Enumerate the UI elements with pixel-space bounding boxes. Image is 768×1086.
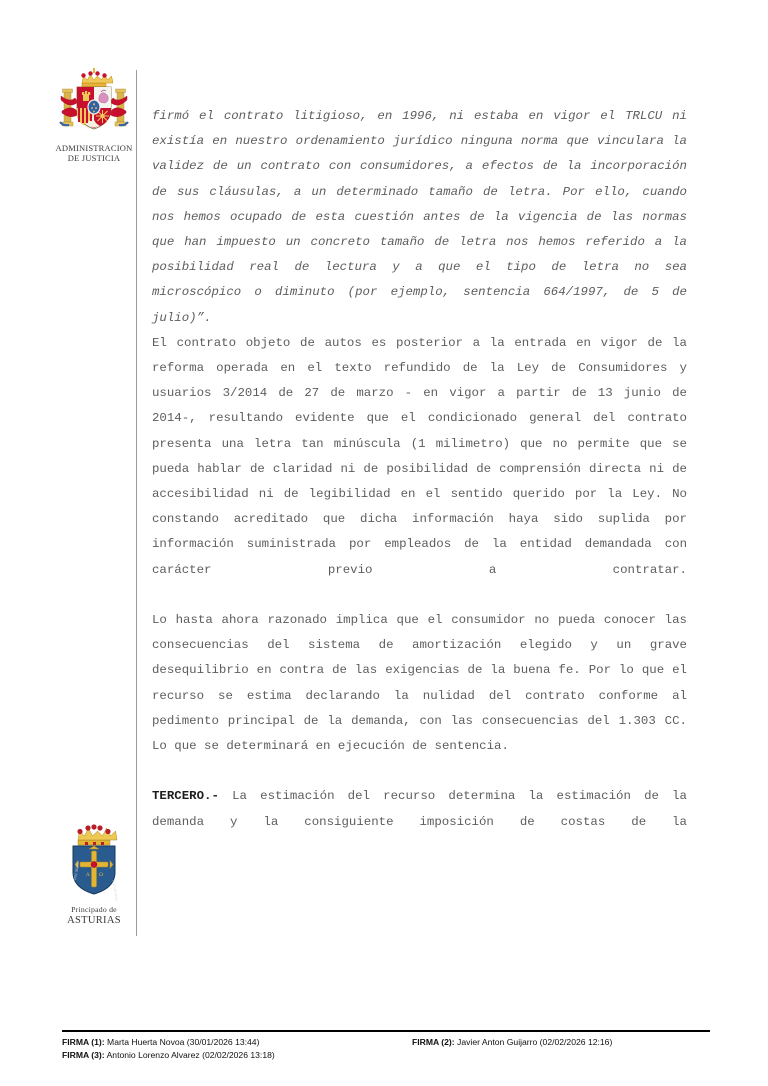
svg-text:TUETUR PIUS: TUETUR PIUS xyxy=(111,879,119,901)
signature-2-value: Javier Anton Guijarro (02/02/2026 12:16) xyxy=(454,1037,613,1047)
emblem-caption-justicia xyxy=(48,144,140,164)
emblem-caption-line2: DE JUSTICIA xyxy=(67,152,121,163)
left-margin-rule xyxy=(136,70,137,936)
signature-footer xyxy=(62,1030,710,1062)
paragraph-tercero-lead: TERCERO.- xyxy=(152,789,219,804)
signature-3-label: FIRMA (3): xyxy=(62,1050,105,1060)
emblem-caption-line2: ASTURIAS xyxy=(67,914,121,926)
signature-1-value: Marta Huerta Novoa (30/01/2026 13:44) xyxy=(104,1037,260,1047)
svg-text:Ω: Ω xyxy=(99,872,104,878)
paragraph-quote-continuation: firmó el contrato litigioso, en 1996, ni estaba en vigor el TRLCU ni existía en nuestro ordenamiento jurídico ninguna norma que vinculara la validez de un contrato con consumidores, a efectos de la incorporación de sus cláusulas, a un determinado tamaño de letra. Por ello, cuando nos hemos ocupado de esta cuestión antes de la vigencia de las normas que han impuesto un concreto tamaño de letra nos hemos referido a la posibilidad real de lectura y a que el tipo de letra no sea microscópico o diminuto (por ejemplo, sentencia 664/1997, de 5 de julio)”. xyxy=(152,109,687,325)
signature-1 xyxy=(62,1036,259,1049)
emblem-caption-line1: Principado de xyxy=(71,905,117,914)
svg-text:HOC SIGNO: HOC SIGNO xyxy=(73,861,81,881)
emblem-caption-asturias xyxy=(48,906,140,927)
signature-row xyxy=(62,1049,710,1062)
signature-2 xyxy=(412,1036,612,1049)
emblem-caption-line1: ADMINISTRACION xyxy=(55,143,133,153)
paragraph-contrato-posterior: El contrato objeto de autos es posterior a la entrada en vigor de la reforma operada en el texto refundido de la Ley de Consumidores y usuarios 3/2014 de 27 de marzo - en vigor a partir de 13 junio de 2014-, resultando evidente que el condicionado general del contrato presenta una letra tan minúscula (1 milimetro) que no permite que se pueda hablar de claridad ni de posibilidad de comprensión directa ni de accesibilidad ni de legibilidad en el sentido querido por la Ley. No constando acreditado que dicha información haya sido suplida por información suministrada por empleados de la entidad demandada con carácter previo a contratar. xyxy=(152,335,687,577)
svg-text:A: A xyxy=(86,872,90,878)
emblem-administracion-de-justicia xyxy=(48,66,140,164)
footer-divider xyxy=(62,1030,710,1032)
spain-coat-of-arms-icon xyxy=(56,66,132,142)
paragraph-tercero xyxy=(152,784,687,834)
signature-3-value: Antonio Lorenzo Alvarez (02/02/2026 13:18) xyxy=(104,1050,275,1060)
signature-row xyxy=(62,1036,710,1049)
signature-grid xyxy=(62,1036,710,1062)
document-body xyxy=(152,104,687,835)
signature-3 xyxy=(62,1049,275,1062)
signature-2-label: FIRMA (2): xyxy=(412,1037,455,1047)
emblem-principado-de-asturias xyxy=(48,818,140,927)
signature-1-label: FIRMA (1): xyxy=(62,1037,105,1047)
asturias-coat-of-arms-icon xyxy=(56,818,132,904)
paragraph-razonamiento-final: Lo hasta ahora razonado implica que el consumidor no pueda conocer las consecuencias del sistema de amortización elegido y un grave desequilibrio en contra de las exigencias de la buena fe. Por lo que el recurso se estima declarando la nulidad del contrato conforme al pedimento principal de la demanda, con las consecuencias del 1.303 CC. Lo que se determinará en ejecución de sentencia. xyxy=(152,613,687,754)
paragraph-tercero-text: La estimación del recurso determina la estimación de la demanda y la consiguiente imposición de costas de la xyxy=(152,789,687,829)
